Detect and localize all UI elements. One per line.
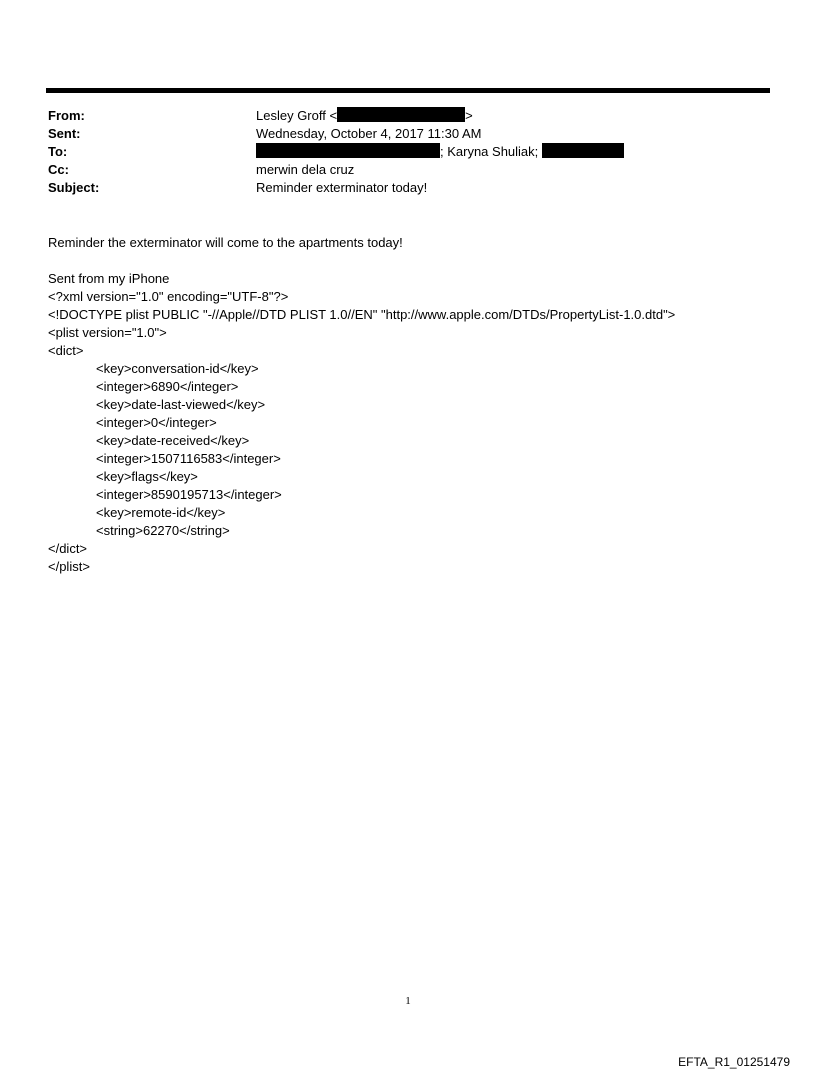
xml-line: <!DOCTYPE plist PUBLIC "-//Apple//DTD PLIST 1.0//EN" "http://www.apple.com/DTDs/PropertyList-1.0.dtd"> (48, 307, 676, 322)
xml-line: <key>flags</key> (96, 469, 198, 484)
bates-number: EFTA_R1_01251479 (678, 1055, 790, 1069)
signature-text: Sent from my iPhone (48, 271, 170, 286)
xml-line: <integer>6890</integer> (96, 379, 239, 394)
xml-line: </dict> (48, 541, 88, 556)
xml-line: <dict> (48, 343, 84, 358)
to-value (256, 143, 624, 161)
xml-line: <integer>0</integer> (96, 415, 217, 430)
redaction-box (542, 143, 624, 158)
from-label: From: (48, 108, 85, 123)
from-close: > (465, 108, 473, 123)
subject-value: Reminder exterminator today! (256, 180, 428, 195)
xml-line: <string>62270</string> (96, 523, 230, 538)
xml-line: <key>remote-id</key> (96, 505, 226, 520)
cc-label: Cc: (48, 162, 69, 177)
xml-line: </plist> (48, 559, 90, 574)
header-rule (46, 88, 770, 93)
message-text: Reminder the exterminator will come to the apartments today! (48, 235, 403, 250)
redaction-box (337, 107, 465, 122)
xml-line: <plist version="1.0"> (48, 325, 167, 340)
to-recipients: ; Karyna Shuliak; (440, 144, 539, 159)
redaction-box (256, 143, 440, 158)
xml-line: <key>date-last-viewed</key> (96, 397, 266, 412)
xml-line: <integer>8590195713</integer> (96, 487, 282, 502)
xml-line: <?xml version="1.0" encoding="UTF-8"?> (48, 289, 289, 304)
xml-line: <key>date-received</key> (96, 433, 250, 448)
subject-label: Subject: (48, 180, 100, 195)
xml-line: <integer>1507116583</integer> (96, 451, 281, 466)
page-number: 1 (405, 995, 411, 1007)
sent-label: Sent: (48, 126, 81, 141)
from-name: Lesley Groff < (256, 108, 338, 123)
to-label: To: (48, 144, 68, 159)
cc-value: merwin dela cruz (256, 162, 355, 177)
xml-line: <key>conversation-id</key> (96, 361, 259, 376)
from-value (256, 107, 473, 125)
sent-value: Wednesday, October 4, 2017 11:30 AM (256, 126, 482, 141)
